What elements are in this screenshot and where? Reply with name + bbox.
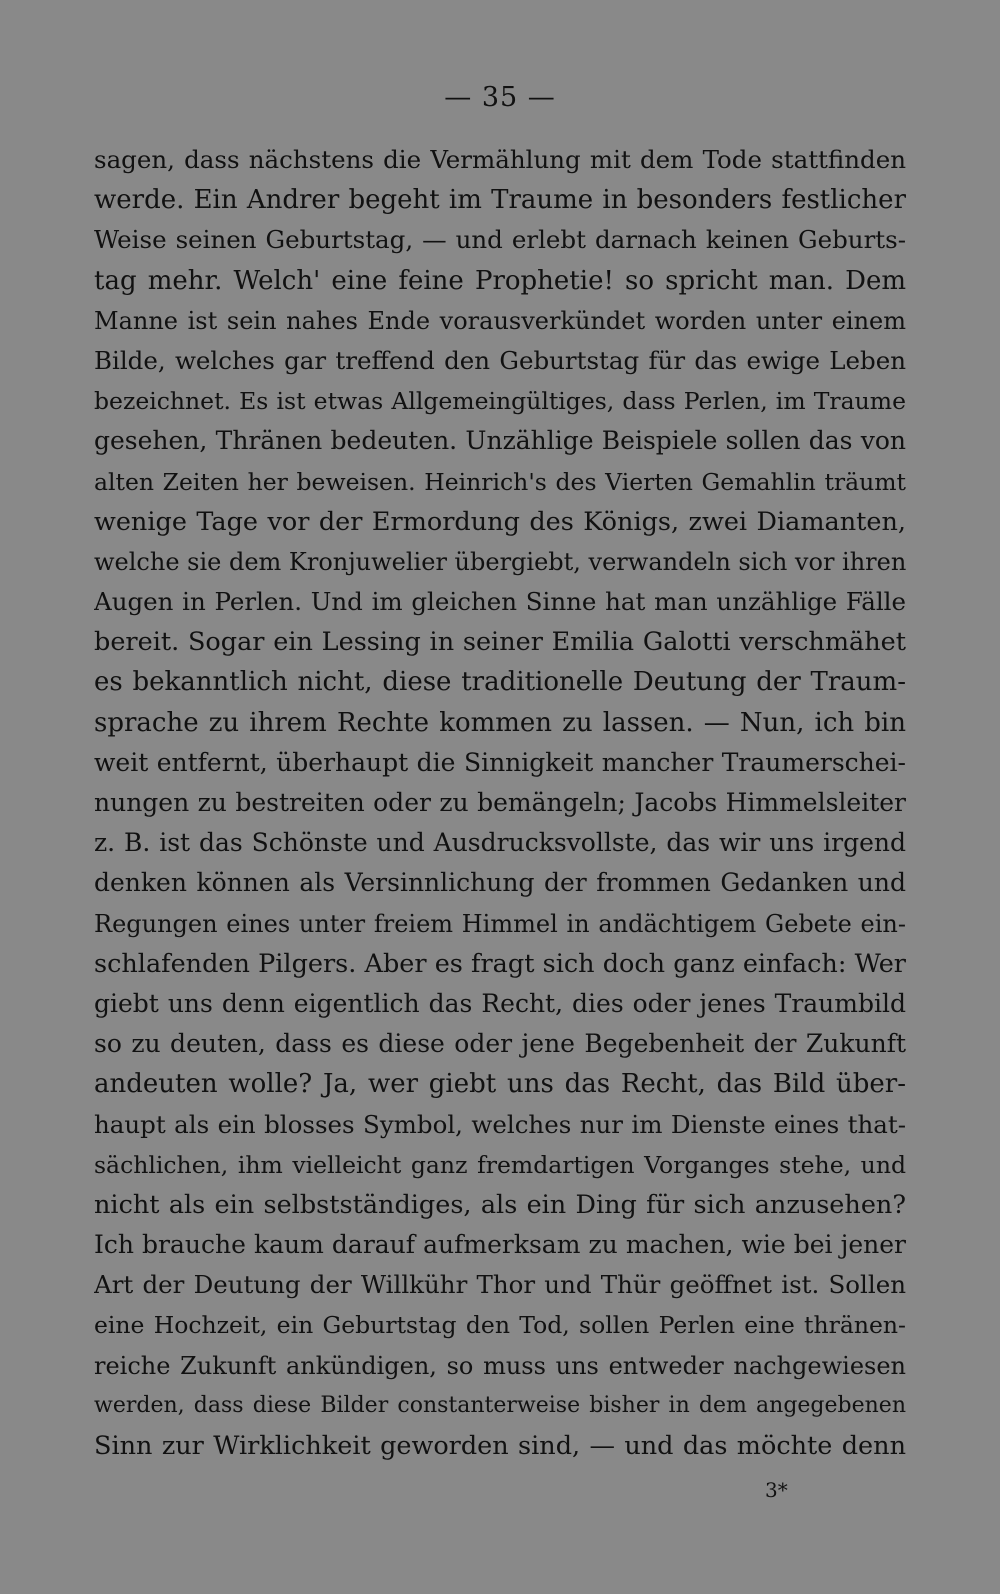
text-line: Augen in Perlen. Und im gleichen Sinne hat man unzählige Fälle [94, 587, 906, 617]
text-line: reiche Zukunft ankündigen, so muss uns entweder nachgewiesen [94, 1351, 906, 1380]
text-line: z. B. ist das Schönste und Ausdrucksvollste, das wir uns irgend [94, 828, 906, 858]
text-line: nicht als ein selbstständiges, als ein Ding für sich anzusehen? [94, 1189, 906, 1220]
text-line: haupt als ein blosses Symbol, welches nur im Dienste eines that- [94, 1109, 906, 1139]
text-line: Art der Deutung der Willkühr Thor und Thür geöffnet ist. Sollen [94, 1270, 906, 1300]
text-line: bezeichnet. Es ist etwas Allgemeingültiges, dass Perlen, im Traume [94, 387, 906, 416]
text-line: alten Zeiten her beweisen. Heinrich's des Vierten Gemahlin träumt [94, 467, 906, 496]
text-line: schlafenden Pilgers. Aber es fragt sich doch ganz einfach: Wer [94, 948, 906, 979]
text-line: es bekanntlich nicht, diese traditionelle Deutung der Traum- [94, 667, 906, 698]
text-line: nungen zu bestreiten oder zu bemängeln; Jacobs Himmelsleiter [94, 788, 906, 817]
page-number: — 35 — [444, 82, 556, 113]
text-line: werden, dass diese Bilder constanterweise bisher in dem angegebenen [94, 1392, 906, 1418]
text-line: sächlichen, ihm vielleicht ganz fremdartigen Vorganges stehe, und [94, 1150, 906, 1179]
text-line: weit entfernt, überhaupt die Sinnigkeit mancher Traumerschei- [94, 747, 906, 777]
text-line: so zu deuten, dass es diese oder jene Begebenheit der Zukunft [94, 1029, 906, 1059]
text-line: denken können als Versinnlichung der frommen Gedanken und [94, 868, 906, 898]
signature-mark: 3* [765, 1478, 788, 1502]
text-line: bereit. Sogar ein Lessing in seiner Emilia Galotti verschmähet [94, 627, 906, 658]
text-line: werde. Ein Andrer begeht im Traume in besonders festlicher [94, 185, 906, 216]
text-line: tag mehr. Welch' eine feine Prophetie! so spricht man. Dem [94, 265, 906, 296]
text-line: Sinn zur Wirklichkeit geworden sind, — und das möchte denn [94, 1431, 906, 1461]
body-text [94, 140, 906, 1466]
text-line: wenige Tage vor der Ermordung des Königs, zwei Diamanten, [94, 506, 906, 537]
text-line: sagen, dass nächstens die Vermählung mit dem Tode stattfinden [94, 145, 906, 174]
text-line: sprache zu ihrem Rechte kommen zu lassen. — Nun, ich bin [94, 707, 906, 738]
text-line: Weise seinen Geburtstag, — und erlebt darnach keinen Geburts- [94, 225, 906, 255]
text-line: Manne ist sein nahes Ende vorausverkündet worden unter einem [94, 306, 906, 335]
text-line: Ich brauche kaum darauf aufmerksam zu machen, wie bei jener [94, 1230, 906, 1260]
text-line: welche sie dem Kronjuwelier übergiebt, verwandeln sich vor ihren [94, 547, 906, 576]
text-line: Bilde, welches gar treffend den Geburtstag für das ewige Leben [94, 345, 906, 375]
text-line: giebt uns denn eigentlich das Recht, dies oder jenes Traumbild [94, 988, 906, 1018]
text-line: eine Hochzeit, ein Geburtstag den Tod, sollen Perlen eine thränen- [94, 1311, 906, 1340]
text-line: gesehen, Thränen bedeuten. Unzählige Beispiele sollen das von [94, 426, 906, 456]
text-line: Regungen eines unter freiem Himmel in andächtigem Gebete ein- [94, 909, 906, 938]
text-line: andeuten wolle? Ja, wer giebt uns das Recht, das Bild über- [94, 1069, 906, 1100]
